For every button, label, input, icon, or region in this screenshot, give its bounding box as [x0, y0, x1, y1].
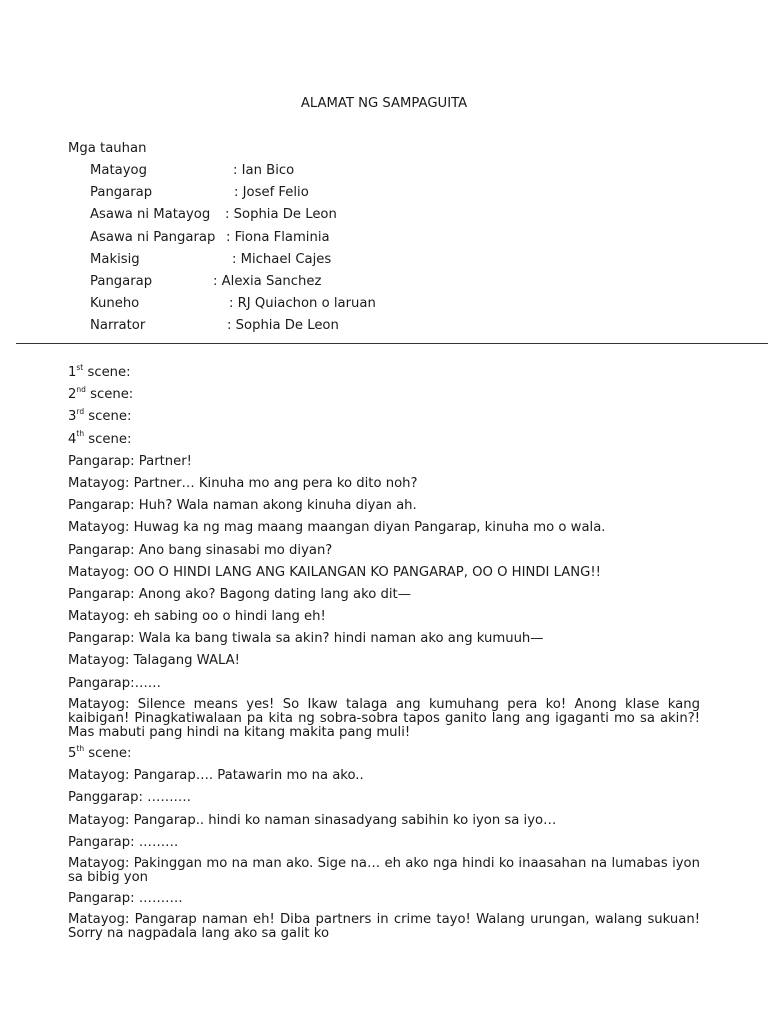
dialogue-line: Matayog: Pangarap.. hindi ko naman sinasadyang sabihin ko iyon sa iyo…	[68, 812, 557, 828]
scene-heading	[68, 362, 700, 381]
cast-actor: : Josef Felio	[234, 185, 309, 201]
cast-actor: : RJ Quiachon o laruan	[229, 296, 376, 312]
cast-role: Kuneho	[90, 296, 140, 312]
dialogue-line: Matayog: Partner… Kinuha mo ang pera ko dito noh?	[68, 475, 418, 491]
cast-item	[90, 163, 420, 185]
cast-heading: Mga tauhan	[68, 141, 147, 156]
divider	[16, 343, 768, 344]
cast-role: Asawa ni Matayog	[90, 207, 211, 223]
cast-actor: : Sophia De Leon	[225, 207, 337, 223]
scene-number: 3	[68, 409, 77, 425]
scene-label: scene:	[83, 365, 131, 380]
scene-ordinal: th	[76, 429, 85, 439]
cast-role: Asawa ni Pangarap	[90, 229, 216, 245]
dialogue-line: Matayog: Talagang WALA!	[68, 653, 240, 669]
dialogue-line: Panggarap: ……….	[68, 790, 191, 806]
dialogue-line: Pangarap: ……….	[68, 891, 183, 907]
scene-ordinal: st	[76, 362, 84, 372]
dialogue-line: Pangarap: Partner!	[68, 453, 192, 469]
cast-item	[90, 296, 420, 318]
cast-item	[90, 207, 420, 229]
scene-heading	[68, 384, 700, 403]
cast-item	[90, 185, 420, 207]
cast-actor: : Sophia De Leon	[227, 318, 339, 334]
cast-item	[90, 252, 420, 274]
scene-number: 2	[68, 387, 77, 403]
cast-item	[90, 318, 420, 340]
scene-heading	[68, 429, 700, 448]
scene-heading	[68, 743, 700, 762]
cast-actor: : Fiona Flaminia	[226, 229, 330, 245]
dialogue-line: Matayog: eh sabing oo o hindi lang eh!	[68, 609, 326, 625]
dialogue-line: Pangarap: Huh? Wala naman akong kinuha diyan ah.	[68, 498, 417, 514]
scene-label: scene:	[85, 387, 134, 403]
cast-actor: : Alexia Sanchez	[213, 273, 322, 289]
dialogue-line: Pangarap: Ano bang sinasabi mo diyan?	[68, 542, 333, 558]
dialogue-line: Pangarap: Anong ako? Bagong dating lang ako dit—	[68, 586, 411, 602]
cast-role: Matayog	[90, 163, 147, 178]
cast-actor: : Michael Cajes	[232, 251, 332, 267]
cast-role: Makisig	[90, 251, 140, 267]
cast-role: Pangarap	[90, 273, 153, 289]
cast-item	[90, 230, 420, 252]
dialogue-paragraph: Matayog: Silence means yes! So Ikaw talaga ang kumuhang pera ko! Anong klase kang kaibigan! Pinagkatiwalaan pa kita ng sobra-sobra tapos ganito lang ang igaganti mo sa akin?! Mas mabuti pang hindi na kitang makita pang muli!	[68, 696, 700, 740]
cast-role: Narrator	[90, 318, 146, 334]
scene-ordinal: th	[76, 743, 85, 753]
scene-heading	[68, 406, 700, 425]
page-title: ALAMAT NG SAMPAGUITA	[300, 96, 468, 111]
dialogue-paragraph: Matayog: Pakinggan mo na man ako. Sige na… eh ako nga hindi ko inaasahan na lumabas iyon sa bibig yon	[68, 855, 700, 885]
cast-item	[90, 274, 420, 296]
dialogue-line: Matayog: Pangarap…. Patawarin mo na ako..	[68, 768, 364, 784]
dialogue-paragraph: Matayog: Pangarap naman eh! Diba partners in crime tayo! Walang urungan, walang sukuan! Sorry na nagpadala lang ako sa galit ko	[68, 912, 700, 942]
dialogue-line: Matayog: Huwag ka ng mag maang maangan diyan Pangarap, kinuha mo o wala.	[68, 520, 606, 536]
scene-label: scene:	[84, 409, 132, 425]
scene-label: scene:	[84, 746, 132, 761]
scene-number: 5	[68, 746, 77, 761]
cast-role: Pangarap	[90, 185, 153, 201]
scene-ordinal: nd	[76, 384, 86, 394]
dialogue-line: Pangarap: Wala ka bang tiwala sa akin? hindi naman ako ang kumuuh—	[68, 631, 544, 647]
dialogue-line: Pangarap:……	[68, 675, 161, 691]
script-body	[68, 362, 700, 948]
scene-label: scene:	[84, 431, 132, 447]
cast-list	[90, 163, 420, 341]
scene-number: 1	[68, 365, 77, 380]
dialogue-line: Pangarap: ………	[68, 834, 179, 850]
dialogue-line: Matayog: OO O HINDI LANG ANG KAILANGAN KO PANGARAP, OO O HINDI LANG!!	[68, 564, 601, 580]
cast-actor: : Ian Bico	[233, 163, 295, 178]
scene-ordinal: rd	[76, 406, 85, 416]
scene-number: 4	[68, 431, 77, 447]
